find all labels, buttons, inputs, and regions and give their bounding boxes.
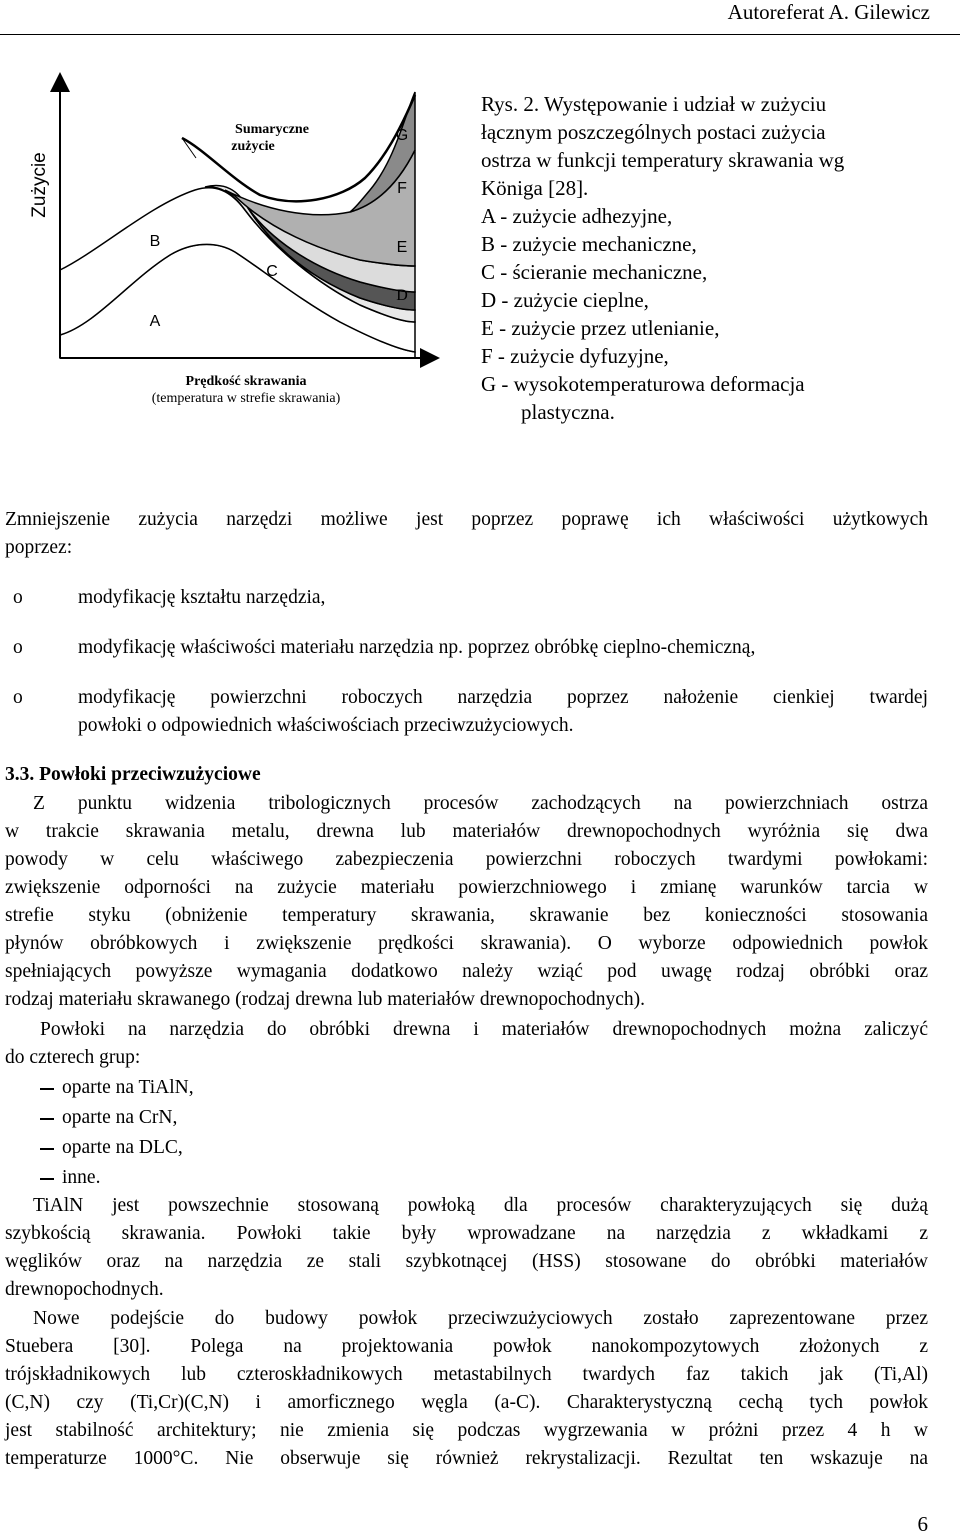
paragraph-line: (C,N) czy (Ti,Cr)(C,N) i amorficznego węgla (a-C). Charakterystyczną cechą tych powłok bbox=[5, 1392, 928, 1413]
paragraph-line: powody w celu właściwego zabezpieczenia powierzchni roboczych twardymi powłokami: bbox=[5, 849, 928, 870]
list-item: oparte na DLC, bbox=[40, 1134, 183, 1162]
paragraph-line: Powłoki na narzędzia do obróbki drewna i materiałów drewnopochodnych można zaliczyć bbox=[40, 1019, 928, 1040]
caption-line: G - wysokotemperaturowa deformacja bbox=[481, 372, 805, 396]
paragraph-line: w trakcie skrawania metalu, drewna lub materiałów drewnopochodnych wyróżnia się dwa bbox=[5, 821, 928, 842]
y-axis-label: Zużycie bbox=[29, 152, 50, 218]
label-E: E bbox=[396, 239, 408, 256]
paragraph-line: Nowe podejście do budowy powłok przeciwzużyciowych zostało zaprezentowane przez bbox=[33, 1308, 928, 1329]
section-number: 3.3. bbox=[5, 764, 35, 785]
dash-marker bbox=[40, 1148, 54, 1150]
paragraph-line: zwiększenie odporności na zużycie materiału powierzchniowego i zmianę warunków tarcia w bbox=[5, 877, 928, 898]
paragraph-line: strefie styku (obniżenie temperatury skrawania, skrawanie bez konieczności stosowania bbox=[5, 905, 928, 926]
label-D: D bbox=[396, 287, 408, 304]
paragraph-line: jest stabilność architektury; nie zmienia się podczas wygrzewania w próżni przez 4 h w bbox=[5, 1420, 928, 1441]
label-F: F bbox=[397, 180, 407, 197]
bullet-marker: o bbox=[13, 687, 23, 708]
paragraph-line: spełniających powyższe wymagania dodatkowo należy wziąć pod uwagę rodzaj obróbki oraz bbox=[5, 961, 928, 982]
running-header: Autoreferat A. Gilewicz bbox=[727, 0, 930, 24]
caption-line: Königa [28]. bbox=[481, 176, 589, 200]
list-item: oparte na CrN, bbox=[40, 1104, 177, 1132]
bullet-marker: o bbox=[13, 587, 23, 608]
page-number: 6 bbox=[917, 1512, 928, 1536]
paragraph-line: płynów obróbkowych i zwiększenie prędkości skrawania). O wyborze odpowiednich powłok bbox=[5, 933, 928, 954]
paragraph-line: trójskładnikowych lub czteroskładnikowych metastabilnych twardych faz takich jak (Ti,Al) bbox=[5, 1364, 928, 1385]
caption-line: E - zużycie przez utlenianie, bbox=[481, 316, 720, 340]
header-rule bbox=[0, 34, 960, 35]
paragraph-line: szybkością skrawania. Powłoki takie były wprowadzane na narzędzia z wkładkami z bbox=[5, 1223, 928, 1244]
section-title: Powłoki przeciwzużyciowe bbox=[39, 764, 261, 785]
caption-line: B - zużycie mechaniczne, bbox=[481, 232, 697, 256]
caption-line: C - ścieranie mechaniczne, bbox=[481, 260, 708, 284]
dash-marker bbox=[40, 1178, 54, 1180]
caption-line: F - zużycie dyfuzyjne, bbox=[481, 344, 669, 368]
x-axis-label-1: Prędkość skrawania bbox=[185, 374, 307, 389]
wear-figure bbox=[0, 60, 470, 440]
dash-marker bbox=[40, 1118, 54, 1120]
paragraph-line: temperaturze 1000°C. Nie obserwuje się również rekrystalizacji. Rezultat ten wskazuje na bbox=[5, 1448, 928, 1469]
intro-line: poprzez: bbox=[5, 537, 73, 558]
list-item: oparte na TiAlN, bbox=[40, 1074, 194, 1102]
paragraph-line: TiAlN jest powszechnie stosowaną powłoką dla procesów charakteryzujących się dużą bbox=[33, 1195, 928, 1216]
intro-line: Zmniejszenie zużycia narzędzi możliwe jest poprzez poprawę ich właściwości użytkowych bbox=[5, 509, 928, 530]
label-G: G bbox=[395, 127, 409, 144]
paragraph-line: Stuebera [30]. Polega na projektowania powłok nanokompozytowych złożonych z bbox=[5, 1336, 928, 1357]
bullet-marker: o bbox=[13, 637, 23, 658]
caption-line: A - zużycie adhezyjne, bbox=[481, 204, 673, 228]
caption-line: Rys. 2. Występowanie i udział w zużyciu bbox=[481, 92, 827, 116]
figure-caption bbox=[481, 90, 941, 426]
label-A: A bbox=[149, 313, 161, 330]
sum-label-2: zużycie bbox=[231, 139, 275, 154]
section-heading bbox=[5, 761, 928, 789]
paragraph-line: Z punktu widzenia tribologicznych procesów zachodzących na powierzchniach ostrza bbox=[33, 793, 928, 814]
paragraph-line: do czterech grup: bbox=[5, 1047, 141, 1068]
label-B: B bbox=[149, 233, 161, 250]
paragraph-line: węglików oraz na narzędzia ze stali szybkotnącej (HSS) stosowane do obróbki materiałów bbox=[5, 1251, 928, 1272]
label-C: C bbox=[266, 263, 278, 280]
caption-line: plastyczna. bbox=[521, 400, 615, 424]
dash-marker bbox=[40, 1088, 54, 1090]
paragraph-line: drewnopochodnych. bbox=[5, 1279, 164, 1300]
caption-line: D - zużycie cieplne, bbox=[481, 288, 649, 312]
paragraph-line: rodzaj materiału skrawanego (rodzaj drewna lub materiałów drewnopochodnych). bbox=[5, 989, 645, 1010]
x-axis-label-2: (temperatura w strefie skrawania) bbox=[151, 391, 341, 406]
list-item: inne. bbox=[40, 1164, 100, 1192]
caption-line: ostrza w funkcji temperatury skrawania wg bbox=[481, 148, 845, 172]
caption-line: łącznym poszczególnych postaci zużycia bbox=[481, 120, 826, 144]
sum-label-1: Sumaryczne bbox=[235, 122, 309, 137]
